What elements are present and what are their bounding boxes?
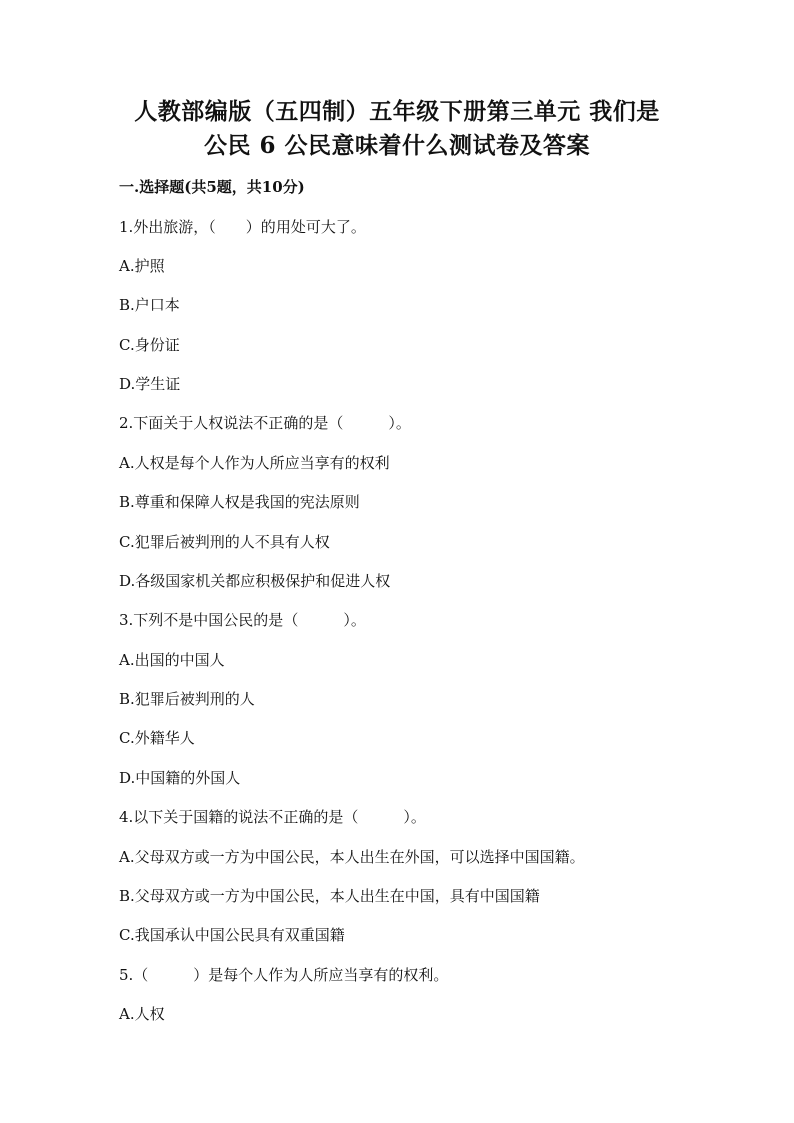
question-1-stem: 1.外出旅游，（ ）的用处可大了。 (119, 218, 366, 236)
question-1-option-c: C.身份证 (119, 336, 180, 354)
question-2-option-b: B.尊重和保障人权是我国的宪法原则 (119, 493, 360, 511)
question-4-option-a: A.父母双方或一方为中国公民，本人出生在外国，可以选择中国国籍。 (119, 848, 585, 866)
section-heading: 一.选择题(共5题，共10分) (119, 178, 305, 196)
question-3-option-d: D.中国籍的外国人 (119, 769, 241, 787)
question-1-option-b: B.户口本 (119, 296, 180, 314)
question-2-stem: 2.下面关于人权说法不正确的是（ ）。 (119, 414, 411, 432)
question-2-option-c: C.犯罪后被判刑的人不具有人权 (119, 533, 330, 551)
question-5-option-a: A.人权 (119, 1005, 165, 1023)
question-1-option-a: A.护照 (119, 257, 165, 275)
question-3-option-b: B.犯罪后被判刑的人 (119, 690, 255, 708)
question-5-stem: 5.（ ）是每个人作为人所应当享有的权利。 (119, 966, 449, 984)
question-2-option-d: D.各级国家机关都应积极保护和促进人权 (119, 572, 391, 590)
question-1-option-d: D.学生证 (119, 375, 181, 393)
question-2-option-a: A.人权是每个人作为人所应当享有的权利 (119, 454, 390, 472)
question-4-option-b: B.父母双方或一方为中国公民，本人出生在中国，具有中国国籍 (119, 887, 540, 905)
document-title-line-1: 人教部编版（五四制）五年级下册第三单元 我们是 (134, 98, 660, 125)
question-3-option-a: A.出国的中国人 (119, 651, 225, 669)
question-3-option-c: C.外籍华人 (119, 729, 195, 747)
question-4-stem: 4.以下关于国籍的说法不正确的是（ ）。 (119, 808, 426, 826)
document-title-line-2: 公民 6 公民意味着什么测试卷及答案 (203, 132, 591, 159)
question-4-option-c: C.我国承认中国公民具有双重国籍 (119, 926, 345, 944)
question-3-stem: 3.下列不是中国公民的是（ ）。 (119, 611, 366, 629)
